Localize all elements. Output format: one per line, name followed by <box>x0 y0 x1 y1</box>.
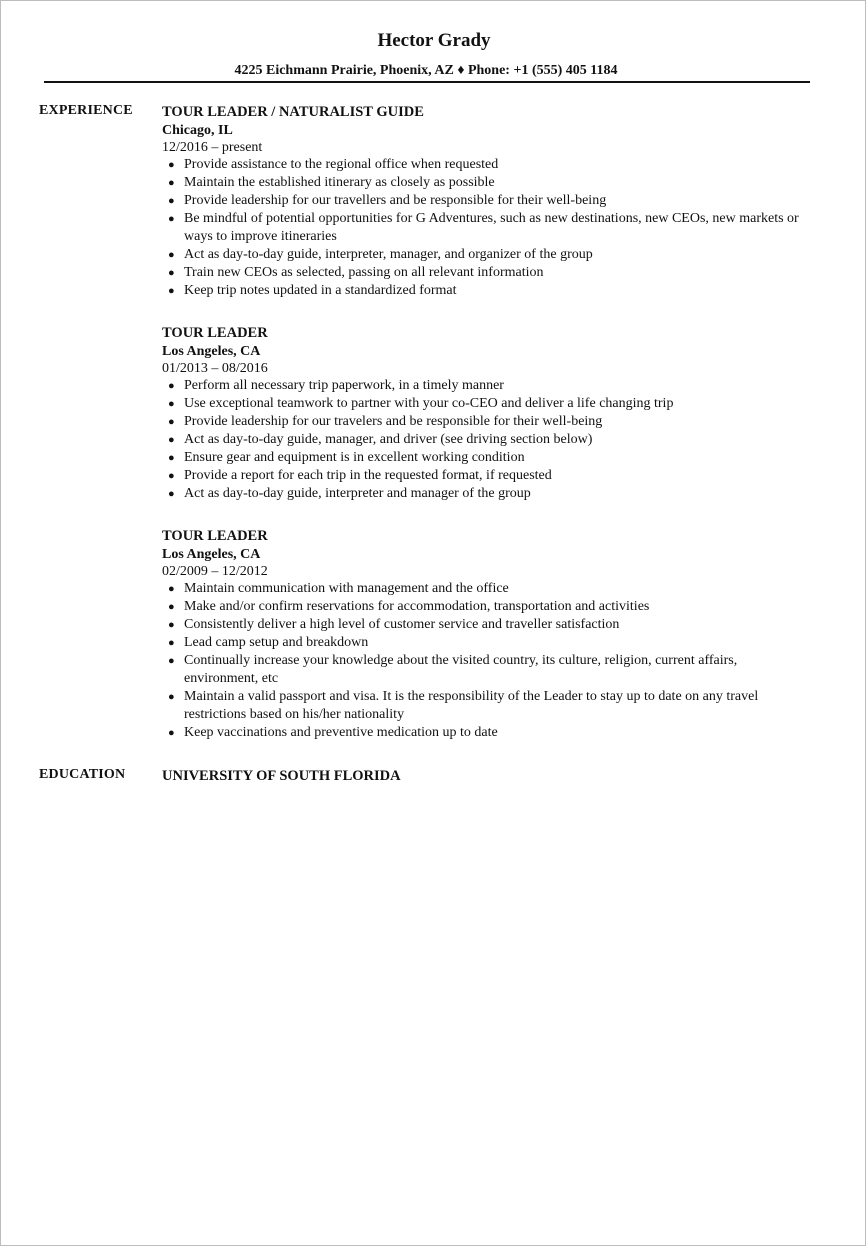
bullet-item: ● Make and/or confirm reservations for accommodation, transportation and activities <box>168 599 650 614</box>
candidate-name: Hector Grady <box>377 30 491 51</box>
bullet-icon: ● <box>168 213 175 225</box>
bullet-item: ● Train new CEOs as selected, passing on all relevant information <box>168 265 544 280</box>
bullet-icon: ● <box>168 619 175 631</box>
job-bullets <box>162 580 812 742</box>
bullet-icon: ● <box>168 655 175 667</box>
bullet-icon: ● <box>168 398 175 410</box>
bullet-item: ● Keep vaccinations and preventive medication up to date <box>168 725 498 740</box>
bullet-item: ● Be mindful of potential opportunities for G Adventures, such as new destinations, new CEOs, new markets or ways to improve itineraries <box>168 211 799 244</box>
job-bullets <box>162 156 812 300</box>
bullet-icon: ● <box>168 195 175 207</box>
job-title: TOUR LEADER <box>162 528 268 544</box>
school-name: UNIVERSITY OF SOUTH FLORIDA <box>162 768 401 784</box>
job-location: Chicago, IL <box>162 123 233 138</box>
job-entry <box>162 103 812 300</box>
bullet-icon: ● <box>168 434 175 446</box>
bullet-icon: ● <box>168 416 175 428</box>
bullet-item: ● Act as day-to-day guide, interpreter and manager of the group <box>168 486 531 501</box>
bullet-item: ● Consistently deliver a high level of customer service and traveller satisfaction <box>168 617 620 632</box>
job-bullets <box>162 377 812 503</box>
bullet-item: ● Maintain a valid passport and visa. It is the responsibility of the Leader to stay up to date on any travel restrictions based on his/her nationality <box>168 689 759 722</box>
bullet-item: ● Continually increase your knowledge about the visited country, its culture, religion, current affairs, environment, etc <box>168 653 738 686</box>
header-divider <box>44 81 810 83</box>
bullet-item: ● Act as day-to-day guide, manager, and driver (see driving section below) <box>168 432 593 447</box>
bullet-item: ● Ensure gear and equipment is in excellent working condition <box>168 450 525 465</box>
bullet-item: ● Provide leadership for our travellers and be responsible for their well-being <box>168 193 607 208</box>
bullet-item: ● Lead camp setup and breakdown <box>168 635 369 650</box>
bullet-item: ● Maintain the established itinerary as closely as possible <box>168 175 495 190</box>
bullet-icon: ● <box>168 583 175 595</box>
job-dates: 01/2013 – 08/2016 <box>162 361 268 376</box>
bullet-icon: ● <box>168 601 175 613</box>
bullet-icon: ● <box>168 285 175 297</box>
bullet-item: ● Provide assistance to the regional office when requested <box>168 157 499 172</box>
job-entry <box>162 527 812 742</box>
job-location: Los Angeles, CA <box>162 344 261 359</box>
bullet-item: ● Keep trip notes updated in a standardized format <box>168 283 457 298</box>
job-title: TOUR LEADER / NATURALIST GUIDE <box>162 104 424 120</box>
job-location: Los Angeles, CA <box>162 547 261 562</box>
bullet-item: ● Act as day-to-day guide, interpreter, manager, and organizer of the group <box>168 247 593 262</box>
bullet-icon: ● <box>168 727 175 739</box>
bullet-item: ● Maintain communication with management and the office <box>168 581 509 596</box>
contact-line: 4225 Eichmann Prairie, Phoenix, AZ ♦ Phone: +1 (555) 405 1184 <box>234 63 618 78</box>
bullet-item: ● Provide a report for each trip in the requested format, if requested <box>168 468 552 483</box>
bullet-icon: ● <box>168 470 175 482</box>
bullet-item: ● Use exceptional teamwork to partner with your co-CEO and deliver a life changing trip <box>168 396 674 411</box>
bullet-icon: ● <box>168 488 175 500</box>
bullet-icon: ● <box>168 177 175 189</box>
education-list <box>162 767 812 786</box>
bullet-icon: ● <box>168 452 175 464</box>
bullet-icon: ● <box>168 159 175 171</box>
bullet-icon: ● <box>168 380 175 392</box>
experience-heading: EXPERIENCE <box>39 103 133 118</box>
bullet-icon: ● <box>168 637 175 649</box>
bullet-item: ● Provide leadership for our travelers and be responsible for their well-being <box>168 414 603 429</box>
job-entry <box>162 324 812 503</box>
education-heading: EDUCATION <box>39 767 126 782</box>
bullet-item: ● Perform all necessary trip paperwork, in a timely manner <box>168 378 504 393</box>
experience-list <box>162 103 812 766</box>
bullet-icon: ● <box>168 691 175 703</box>
job-dates: 02/2009 – 12/2012 <box>162 564 268 579</box>
bullet-icon: ● <box>168 267 175 279</box>
job-dates: 12/2016 – present <box>162 140 263 155</box>
job-title: TOUR LEADER <box>162 325 268 341</box>
bullet-icon: ● <box>168 249 175 261</box>
